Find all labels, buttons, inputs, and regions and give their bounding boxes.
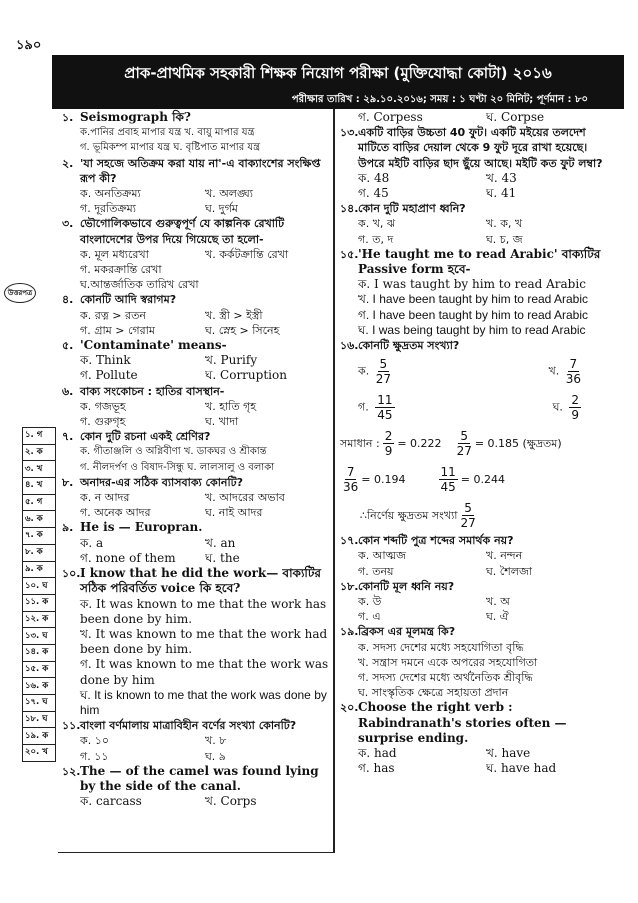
question-16: [340, 338, 614, 425]
option: খ. 43: [486, 170, 517, 185]
question-3: [62, 216, 330, 292]
question-7: [62, 429, 330, 475]
answer-key-cell: ২০. খ: [23, 745, 56, 762]
question-text: অনাদর-এর সঠিক ব্যাসবাক্য কোনটি?: [80, 475, 243, 489]
answer-key-row: [23, 561, 56, 578]
option: ঘ. ৯: [205, 749, 226, 763]
exam-title: প্রাক-প্রাথমিক সহকারী শিক্ষক নিয়োগ পরীক্ষা (মুক্তিযোদ্ধা কোটা) ২০১৬: [52, 55, 624, 91]
option: খ. It was known to me that the work had been done by him.: [80, 626, 328, 657]
answer-key-cell: ১৮. ঘ: [23, 711, 56, 728]
option: গ. Corpess: [358, 110, 423, 124]
fraction: [383, 429, 395, 458]
option: ক. মূল মধ্যরেখা: [80, 247, 149, 261]
answer-sheet-label: উত্তরপত্র: [4, 283, 36, 303]
option: ঘ. have had: [486, 761, 557, 776]
question-number: ১৩.: [340, 126, 359, 140]
answer-key-cell: ১৬. ক: [23, 678, 56, 695]
option: ঘ. It is known to me that the work was done by him: [80, 687, 327, 717]
numerator: 2: [571, 392, 579, 407]
option: গ. অনেক আদর: [80, 506, 151, 520]
answer-key-cell: ৪. খ: [23, 478, 56, 495]
question-text: কোন দুটি মহাপ্রাণ ধ্বনি?: [358, 202, 466, 216]
question-14: [340, 201, 614, 247]
option: গ. Pollute: [80, 368, 138, 383]
option: খ. আদরের অভাব: [205, 491, 285, 505]
option: গ. সদস্য দেশের মধ্যে অর্থনৈতিক শ্রীবৃদ্ধি: [358, 671, 533, 685]
question-15: [340, 247, 614, 338]
question-number: ১৮.: [340, 579, 359, 593]
option: ক. carcass: [80, 794, 142, 809]
question-number: ১৬.: [340, 339, 359, 353]
option: ক. উ: [358, 595, 382, 609]
option: খ. I have been taught by him to read Arabic: [358, 292, 589, 307]
option: খ. অ: [486, 595, 510, 609]
value: = 0.194: [361, 472, 406, 486]
question-10: [62, 566, 330, 718]
question-19: [340, 624, 614, 700]
question-number: ১৫.: [340, 247, 359, 261]
question-text: 'যা সহজে অতিক্রম করা যায় না'-এ বাক্যাংশের সংক্ষিপ্ত রূপ কী?: [80, 156, 321, 185]
denominator: 9: [384, 443, 393, 458]
answer-key-row: [23, 461, 56, 478]
question-number: ২.: [62, 156, 74, 170]
question-number: ১৯.: [340, 625, 359, 639]
option-label: খ.: [548, 364, 560, 378]
question-8: [62, 475, 330, 521]
option: ঘ. ঐ: [486, 610, 509, 624]
question-text: 'He taught me to read Arabic' বাক্যটির Passive form হবে-: [358, 246, 601, 277]
question-4: [62, 292, 330, 338]
answer-key-cell: ৩. খ: [23, 461, 56, 478]
question-12-continued: [340, 110, 614, 125]
option: খ. হাতি গৃহ: [205, 399, 257, 413]
option: ঘ.আন্তর্জাতিক তারিখ রেখা: [80, 278, 199, 292]
question-text: কোন শব্দটি পুত্র শব্দের সমার্থক নয়?: [358, 534, 514, 548]
answer-key-row: [23, 528, 56, 545]
answer-key-cell: ১২. ক: [23, 611, 56, 628]
option-label: গ.: [358, 400, 369, 414]
options-row: [358, 389, 614, 425]
option: ঘ. দুর্গম: [205, 202, 238, 216]
solution-line-1: [340, 425, 614, 461]
question-text: 'Contaminate' means-: [80, 338, 227, 353]
question-text: Choose the right verb : Rabindranath's stories often — surprise ending.: [358, 700, 567, 745]
denominator: 9: [571, 407, 579, 422]
question-number: ১০.: [62, 567, 81, 581]
question-text: কোনটি আদি স্বরাগম?: [80, 293, 177, 307]
bottom-rule: [58, 852, 333, 853]
option: ঘ. সাংস্কৃতিক ক্ষেত্রে সহায়তা প্রদান: [358, 686, 509, 700]
question-18: [340, 579, 614, 625]
denominator: 27: [456, 443, 472, 458]
question-9: [62, 520, 330, 566]
column-divider: [333, 109, 335, 853]
solution-line-2: [340, 461, 614, 497]
question-text: বাংলা বর্ণমালায় মাত্রাবিহীন বর্ণের সংখ্যা কোনটি?: [80, 719, 297, 733]
option: গ. গুরুগৃহ: [80, 415, 126, 429]
question-number: ১৭.: [340, 534, 359, 548]
question-text: He is — Europran.: [80, 520, 203, 535]
question-20: [340, 700, 614, 776]
option: গ. It was known to me that the work was done by him: [80, 657, 329, 687]
option: গ. গ্রাম > গেরাম: [80, 323, 155, 337]
left-column: [62, 110, 330, 809]
question-12: [62, 764, 330, 810]
answer-key-row: [23, 478, 56, 495]
option: ঘ. স্নেহ > সিনেহ: [205, 323, 280, 337]
option: খ. ক, খ: [486, 217, 523, 231]
value: = 0.185 (ক্ষুদ্রতম): [474, 436, 562, 450]
option: ক. খ, ঝ: [358, 217, 396, 231]
numerator: 5: [379, 356, 388, 371]
value: = 0.244: [460, 472, 505, 486]
answer-key-row: [23, 511, 56, 528]
question-number: ৯.: [62, 521, 74, 535]
option-label: ক.: [358, 364, 370, 378]
option: ঘ. I was being taught by him to read Arabic: [358, 322, 586, 337]
denominator: 27: [460, 515, 476, 530]
exam-meta: পরীক্ষার তারিখ : ২৯.১০.২০১৬; সময় : ১ ঘণ্টা ২০ মিনিট; পূর্ণমান : ৮০: [52, 91, 624, 109]
question-text: কোনটি ক্ষুদ্রতম সংখ্যা?: [358, 339, 460, 353]
question-text: কোনটি মূল ধ্বনি নয়?: [358, 579, 455, 593]
question-text: বাক্য সংকোচন : হাতির বাসস্থান-: [80, 384, 225, 398]
answer-key-row: [23, 728, 56, 745]
option: গ. I have been taught by him to read Arabic: [358, 307, 589, 322]
option: খ. Corps: [205, 794, 257, 809]
option: ক. গজভূহ: [80, 399, 126, 413]
answer-key-row: [23, 711, 56, 728]
option: খ. ৮: [205, 734, 227, 748]
denominator: 45: [377, 407, 393, 422]
answer-key-cell: ১৪. ক: [23, 644, 56, 661]
fraction: [343, 465, 358, 494]
option: ঘ. খাদা: [205, 415, 239, 429]
option: ক. ১০: [80, 734, 109, 748]
option: ক. a: [80, 535, 104, 550]
value: = 0.222: [397, 436, 442, 450]
option: গ. এ: [358, 610, 381, 624]
option: ঘ. চ, জ: [486, 232, 523, 246]
question-number: ১.: [62, 111, 74, 124]
answer-key-row: [23, 745, 56, 762]
question-number: ১২.: [62, 764, 81, 778]
option-label: ঘ.: [552, 400, 563, 414]
question-17: [340, 533, 614, 579]
numerator: 7: [569, 356, 578, 371]
fraction: [376, 357, 391, 386]
question-number: ৫.: [62, 339, 74, 353]
fraction: [569, 393, 581, 422]
options-line: গ. নীলদর্পণ ও বিষাদ-সিন্ধু ঘ. লালসালু ও বলাকা: [80, 461, 275, 473]
right-column: [340, 110, 614, 777]
question-6: [62, 384, 330, 430]
option: খ. নন্দন: [486, 549, 523, 563]
option: খ. an: [205, 535, 236, 550]
option: ক. ন আদর: [80, 491, 130, 505]
option: খ. অলঙ্ঘ্য: [205, 187, 253, 201]
option: গ. ১১: [80, 749, 109, 763]
option: গ. মকরক্রান্তি রেখা: [80, 263, 162, 277]
answer-key-cell: ৯. ক: [23, 561, 56, 578]
fraction: [439, 465, 458, 494]
option: খ. have: [486, 746, 531, 761]
option: ক. অনতিক্রম্য: [80, 187, 141, 201]
solution-label: সমাধান :: [340, 436, 380, 450]
question-number: ১১.: [62, 719, 81, 733]
answer-key-cell: ৫. গ: [23, 494, 56, 511]
answer-key-cell: ১৫. ক: [23, 661, 56, 678]
question-text: একটি বাড়ির উচ্চতা 40 ফুট। একটি মইয়ের তলদেশ মাটিতে বাড়ির দেয়াল থেকে 9 ফুট দূরে রাখা হয়েছে। উপরে মইটি বাড়ির ছাদ ছুঁয়ে আছে। মইটি কত ফুট লম্বা?: [358, 126, 603, 170]
denominator: 36: [565, 371, 581, 386]
option: ঘ. শৈলজা: [486, 564, 532, 578]
denominator: 45: [440, 479, 456, 494]
answer-key-cell: ১০. ঘ: [23, 578, 56, 595]
answer-key-row: [23, 695, 56, 712]
answer-key-row: [23, 544, 56, 561]
answer-key-row: [23, 628, 56, 645]
options-line: ক. গীতাঞ্জলি ও অগ্নিবীণা খ. ডাকঘর ও শ্রীকান্ত: [80, 446, 267, 458]
page-number: ১৯০: [16, 38, 42, 53]
option: খ. কর্কটক্রান্তি রেখা: [205, 247, 289, 261]
question-13: [340, 125, 614, 201]
option: খ. সন্ত্রাস দমনে একে অপরের সহযোগিতা: [358, 655, 538, 669]
answer-key-cell: ১১. ক: [23, 594, 56, 611]
option: ক. I was taught by him to read Arabic: [358, 277, 586, 292]
option: গ. 45: [358, 186, 389, 201]
question-5: [62, 338, 330, 384]
option: ক. সদস্য দেশের মধ্যে সহযোগিতা বৃদ্ধি: [358, 640, 524, 654]
option: খ. Purify: [205, 353, 258, 368]
answer-key-cell: ১৯. ক: [23, 728, 56, 745]
answer-key-cell: ১৩. ঘ: [23, 628, 56, 645]
question-text: Seismograph কি?: [80, 110, 191, 124]
answer-key-cell: ২. ক: [23, 444, 56, 461]
answer-key-row: [23, 678, 56, 695]
question-2: [62, 156, 330, 217]
question-text: I know that he did the work— বাক্যটির সঠিক পরিবর্তিত voice কি হবে?: [80, 566, 321, 596]
option: ক. had: [358, 746, 397, 761]
options-line: গ. ভূমিকম্প মাপার যন্ত্র ঘ. বৃষ্টিপাত মাপার যন্ত্র: [80, 142, 261, 154]
option: ক. আত্মজ: [358, 549, 406, 563]
question-text: ভৌগোলিকভাবে গুরুত্বপূর্ণ যে কাল্পনিক রেখাটি বাংলাদেশের উপর দিয়ে গিয়েছে তা হলো-: [80, 217, 285, 246]
answer-key-cell: ১৭. ঘ: [23, 695, 56, 712]
question-text: ব্রিকস এর মূলমন্ত্র কি?: [358, 625, 456, 639]
option: ঘ. নাই আদর: [205, 506, 263, 520]
option: ক. It was known to me that the work has been done by him.: [80, 596, 327, 626]
question-number: ১৪.: [340, 202, 359, 216]
answer-key-row: [23, 594, 56, 611]
option: গ. ত, দ: [358, 232, 394, 246]
fraction: [460, 501, 475, 530]
option: ঘ. Corpse: [486, 110, 545, 124]
numerator: 2: [384, 428, 393, 443]
denominator: 27: [375, 371, 391, 386]
option: ঘ. 41: [486, 186, 517, 201]
denominator: 36: [343, 479, 359, 494]
fraction: [566, 357, 581, 386]
answer-key-table: [22, 427, 56, 762]
option: খ. স্ত্রী > ইস্ত্রী: [205, 308, 263, 322]
answer-key-row: [23, 444, 56, 461]
question-number: ৮.: [62, 475, 74, 489]
answer-key-cell: ১. গ: [23, 428, 56, 445]
fraction: [375, 393, 394, 422]
question-number: ৬.: [62, 384, 74, 398]
numerator: 5: [460, 428, 469, 443]
question-1: [62, 110, 330, 156]
answer-key-row: [23, 611, 56, 628]
answer-key-row: [23, 494, 56, 511]
answer-key-row: [23, 644, 56, 661]
option: গ. তনয়: [358, 564, 394, 578]
option: ঘ. the: [205, 550, 240, 565]
answer-key-row: [23, 428, 56, 445]
option: ক. রত্ন > রতন: [80, 308, 146, 322]
question-number: ৭.: [62, 430, 74, 444]
numerator: 7: [346, 464, 355, 479]
option: গ. has: [358, 761, 395, 776]
question-11: [62, 718, 330, 764]
answer-key-row: [23, 661, 56, 678]
numerator: 11: [440, 464, 456, 479]
options-row: [358, 353, 614, 389]
option: গ. none of them: [80, 550, 176, 565]
answer-key-cell: ৬. ক: [23, 511, 56, 528]
option: ক. Think: [80, 353, 131, 368]
question-text: কোন দুটি রচনা একই শ্রেণির?: [80, 430, 211, 444]
question-text: The — of the camel was found lying by the side of the canal.: [80, 763, 319, 793]
answer-key-cell: ৭. ক: [23, 528, 56, 545]
solution-conclusion: [340, 497, 614, 533]
options-line: ক.পানির প্রবাহ মাপার যন্ত্র খ. বায়ু মাপার যন্ত্র: [80, 127, 255, 139]
fraction: [457, 429, 472, 458]
conclusion-text: ∴নির্ণেয় ক্ষুদ্রতম সংখ্যা: [360, 508, 458, 522]
question-number: ২০.: [340, 701, 359, 715]
numerator: 11: [377, 392, 393, 407]
numerator: 5: [464, 500, 472, 515]
question-number: ৪.: [62, 293, 74, 307]
answer-key-row: [23, 578, 56, 595]
option: ঘ. Corruption: [205, 368, 287, 383]
answer-key-cell: ৮. ক: [23, 544, 56, 561]
option: গ. দূরতিক্রম্য: [80, 202, 136, 216]
question-number: ৩.: [62, 217, 74, 231]
option: ক. 48: [358, 170, 390, 185]
